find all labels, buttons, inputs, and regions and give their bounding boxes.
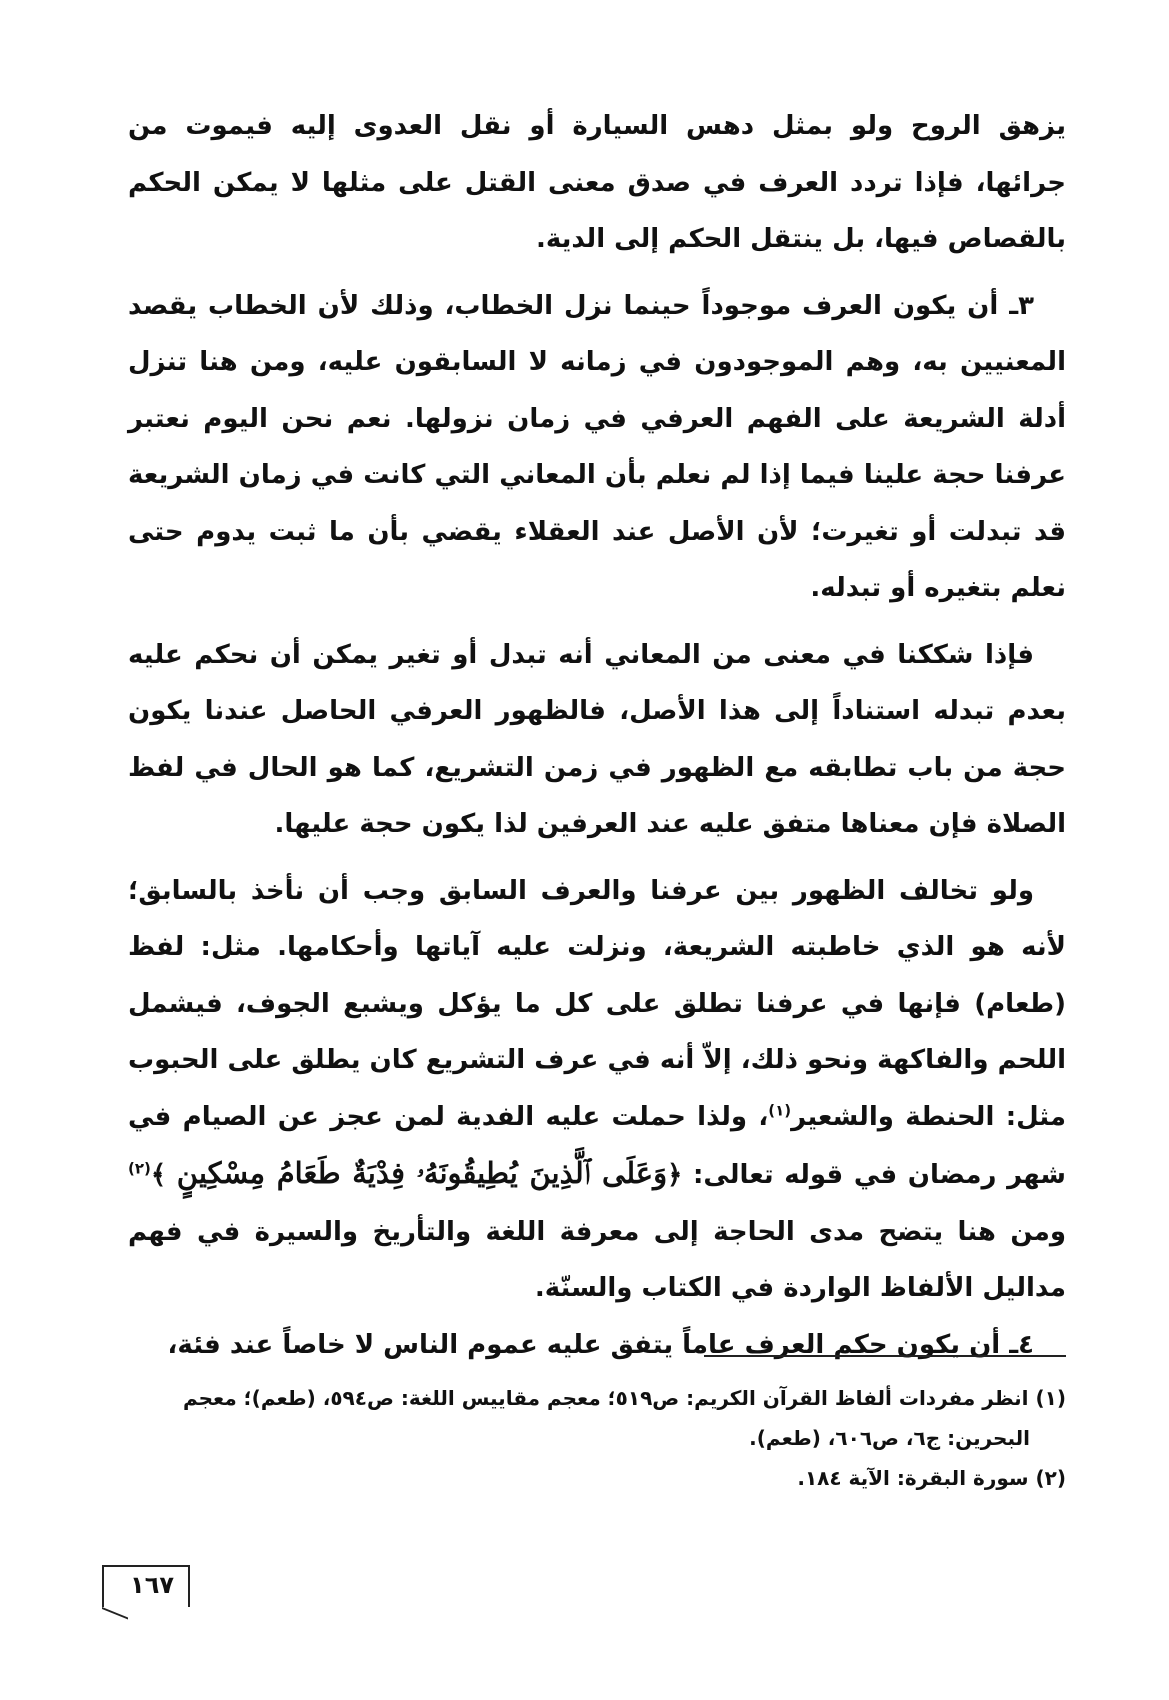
footnote-2: (٢) سورة البقرة: الآية ١٨٤. (797, 1466, 1066, 1490)
paragraph-5: ٤ـ أن يكون حكم العرف عاماً يتفق عليه عموم الناس لا خاصاً عند فئة، (167, 1329, 1034, 1360)
paragraph-1: يزهق الروح ولو بمثل دهس السيارة أو نقل العدوى إليه فيموت من جرائها، فإذا تردد العرف في صدق معنى القتل على مثلها لا يمكن الحكم بالقصاص فيها، بل ينتقل الحكم إلى الدية. (128, 111, 1066, 254)
footnote-1-line-1: (١) انظر مفردات ألفاظ القرآن الكريم: ص٥١٩؛ معجم مقاييس اللغة: ص٥٩٤، (طعم)؛ معجم (182, 1386, 1066, 1410)
paragraph-2: ٣ـ أن يكون العرف موجوداً حينما نزل الخطاب، وذلك لأن الخطاب يقصد المعنيين به، وهم الموجودون في زمانه لا السابقون عليه، ومن هنا تنزل أدلة الشريعة على الفهم العرفي في زمان نزولها. نعم نحن اليوم نعتبر عرفنا حجة علينا فيما إذا لم نعلم بأن المعاني التي كانت في زمان الشريعة قد تبدلت أو تغيرت؛ لأن الأصل عند العقلاء يقضي بأن ما ثبت يدوم حتى نعلم بتغيره أو تبدله. (128, 290, 1066, 603)
paragraph-4-part-1: ولو تخالف الظهور بين عرفنا والعرف السابق وجب أن نأخذ بالسابق؛ لأنه هو الذي خاطبته الشريعة، ونزلت عليه آياتها وأحكامها. مثل: لفظ (طعام) فإنها في عرفنا تطلق على كل ما يؤكل ويشبع الجوف، فيشمل اللحم والفاكهة ونحو ذلك، إلاّ أنه في عرف التشريع كان يطلق على الحبوب مثل: الحنطة والشعير (128, 875, 1067, 1132)
verse-open-bracket: ﴿ (667, 1160, 683, 1190)
quran-verse: وَعَلَى ٱلَّذِينَ يُطِيقُونَهُۥ فِدْيَةٌ طَعَامُ مِسْكِينٍ (176, 1156, 668, 1190)
footnote-ref-1: (١) (768, 1100, 792, 1119)
verse-close-bracket: ﴾ (150, 1160, 167, 1190)
main-text (128, 98, 1066, 1373)
footnote-ref-2: (٢) (128, 1159, 151, 1178)
page-number: ١٦٧ (130, 1571, 174, 1599)
paragraph-4-part-2: ، ولذا حملت عليه الفدية لمن عجز عن الصيام في شهر رمضان في قوله تعالى: (128, 1101, 1066, 1190)
paragraph-3: فإذا شككنا في معنى من المعاني أنه تبدل أو تغير يمكن أن نحكم عليه بعدم تبدله استناداً إلى هذا الأصل، فالظهور العرفي الحاصل عندنا يكون حجة من باب تطابقه مع الظهور في زمن التشريع، كما هو الحال في لفظ الصلاة فإن معناها متفق عليه عند العرفين لذا يكون حجة عليها. (128, 639, 1066, 839)
footnote-separator (704, 1355, 1066, 1357)
page-number-frame (102, 1565, 190, 1607)
paragraph-4-part-3: ومن هنا يتضح مدى الحاجة إلى معرفة اللغة والتأريخ والسيرة في فهم مداليل الألفاظ الواردة في الكتاب والسنّة. (128, 1216, 1066, 1303)
footnotes (128, 1378, 1066, 1498)
footnote-1-line-2: البحرين: ج٦، ص٦٠٦، (طعم). (749, 1426, 1030, 1450)
paragraph-4 (128, 863, 1066, 1317)
page-corner-fold (102, 1593, 128, 1620)
